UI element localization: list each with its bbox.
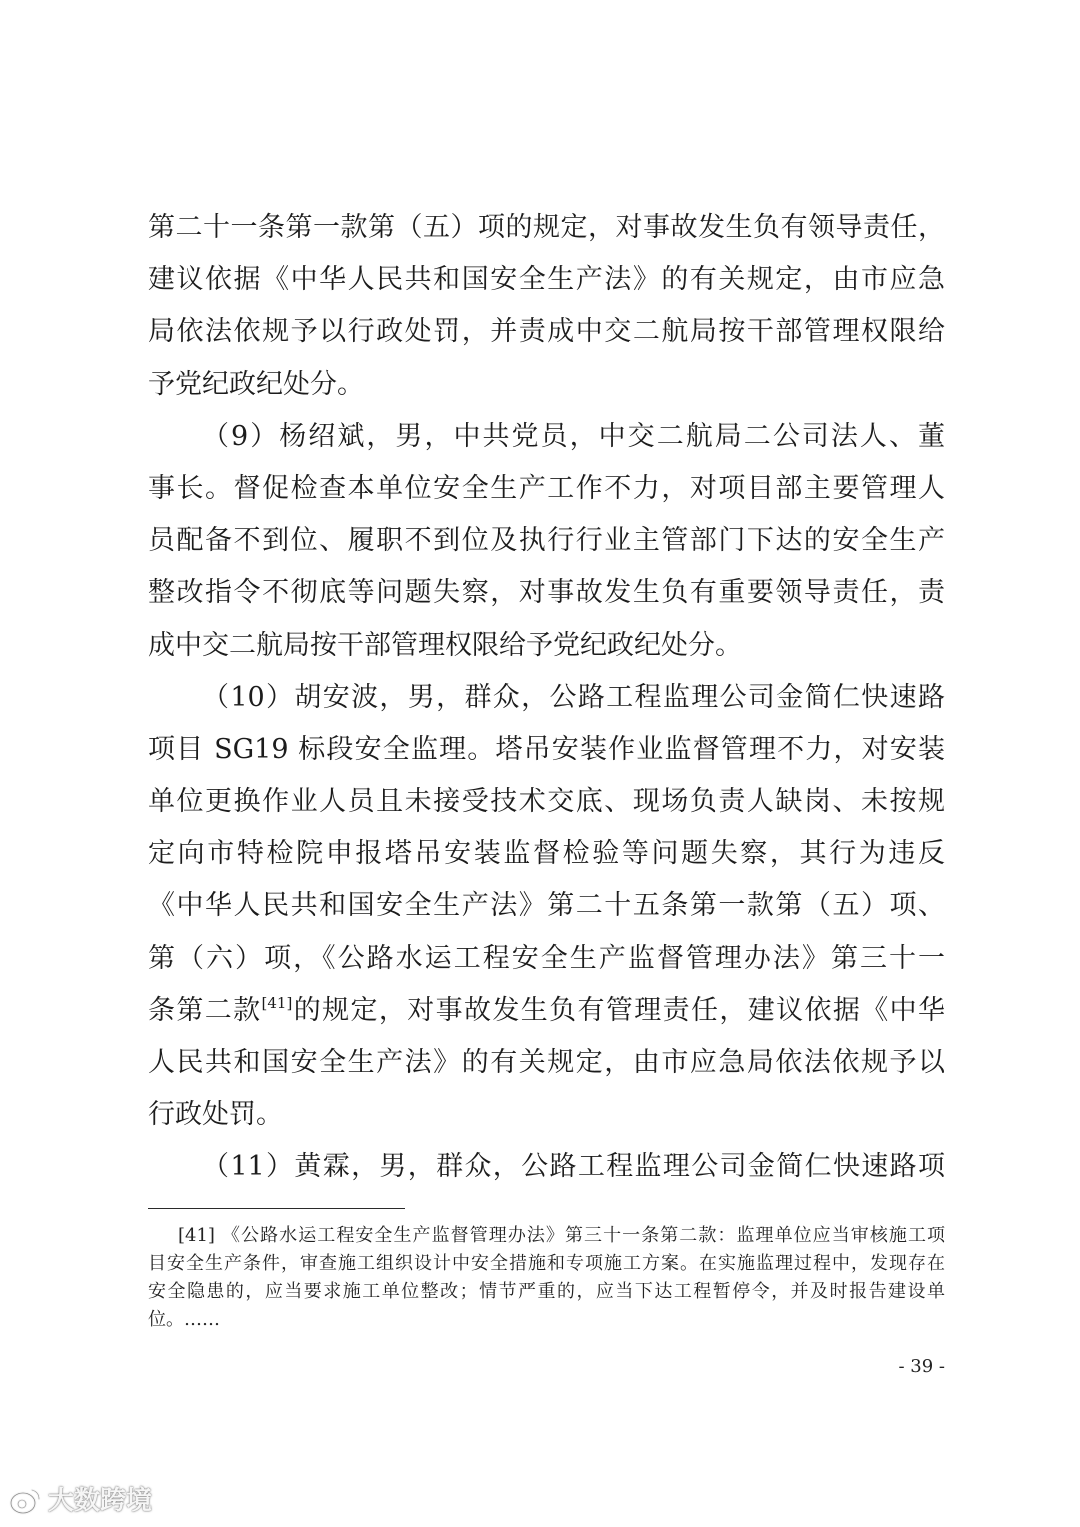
text-line: 单位更换作业人员且未接受技术交底、现场负责人缺岗、未按规	[148, 786, 945, 818]
text-line: 局依法依规予以行政处罚，并责成中交二航局按干部管理权限给	[148, 316, 945, 348]
watermark-text: 大数跨境	[48, 1486, 153, 1516]
text-line-with-footnote-ref	[148, 985, 945, 1037]
footnote-marker: [41]	[178, 1225, 215, 1246]
paragraph-first-line: （11）黄霖，男，群众，公路工程监理公司金简仁快速路项	[202, 1151, 945, 1183]
watermark-logo-icon	[8, 1486, 42, 1516]
footnote-line: 位。……	[148, 1309, 220, 1330]
text-line: 员配备不到位、履职不到位及执行行业主管部门下达的安全生产	[148, 525, 945, 557]
text-line: 《中华人民共和国安全生产法》第二十五条第一款第（五）项、	[148, 890, 945, 922]
footnote-line: 安全隐患的，应当要求施工单位整改；情节严重的，应当下达工程暂停令，并及时报告建设单	[148, 1281, 945, 1302]
watermark	[8, 1484, 152, 1518]
text-line: 人民共和国安全生产法》的有关规定，由市应急局依法依规予以	[148, 1047, 945, 1078]
paragraph-first-line: （10）胡安波，男，群众，公路工程监理公司金简仁快速路	[202, 681, 945, 713]
footnote-reference: [41]	[261, 993, 293, 1012]
text-line: 整改指令不彻底等问题失察，对事故发生负有重要领导责任，责	[148, 577, 945, 609]
text-line: 建议依据《中华人民共和国安全生产法》的有关规定，由市应急	[148, 264, 945, 296]
text-line: 行政处罚。	[148, 1099, 283, 1131]
page-number: - 39 -	[898, 1356, 945, 1377]
footnote-line: 目安全生产条件，审查施工组织设计中安全措施和专项施工方案。在实施监理过程中，发现存在	[148, 1253, 945, 1274]
text-segment: 条第二款	[148, 994, 262, 1026]
text-segment: 的规定，对事故发生负有管理责任，建议依据《中华	[292, 994, 945, 1026]
body-text	[148, 202, 945, 1194]
paragraph-first-line: （9）杨绍斌，男，中共党员，中交二航局二公司法人、董	[202, 420, 945, 452]
text-line: 项目 SG19 标段安全监理。塔吊安装作业监督管理不力，对安装	[148, 733, 945, 765]
footnote-separator	[148, 1208, 405, 1209]
text-line: 第二十一条第一款第（五）项的规定，对事故发生负有领导责任，	[148, 212, 945, 243]
footnote-text: 《公路水运工程安全生产监督管理办法》第三十一条第二款：监理单位应当审核施工项	[220, 1225, 945, 1246]
text-line: 事长。督促检查本单位安全生产工作不力，对项目部主要管理人	[148, 472, 945, 504]
text-line: 定向市特检院申报塔吊安装监督检验等问题失察，其行为违反	[148, 838, 945, 870]
footnote-line	[148, 1222, 945, 1250]
text-line: 成中交二航局按干部管理权限给予党纪政纪处分。	[148, 629, 742, 661]
text-line: 第（六）项，《公路水运工程安全生产监督管理办法》第三十一	[148, 942, 945, 974]
text-line: 予党纪政纪处分。	[148, 368, 364, 400]
footnote	[148, 1222, 945, 1334]
